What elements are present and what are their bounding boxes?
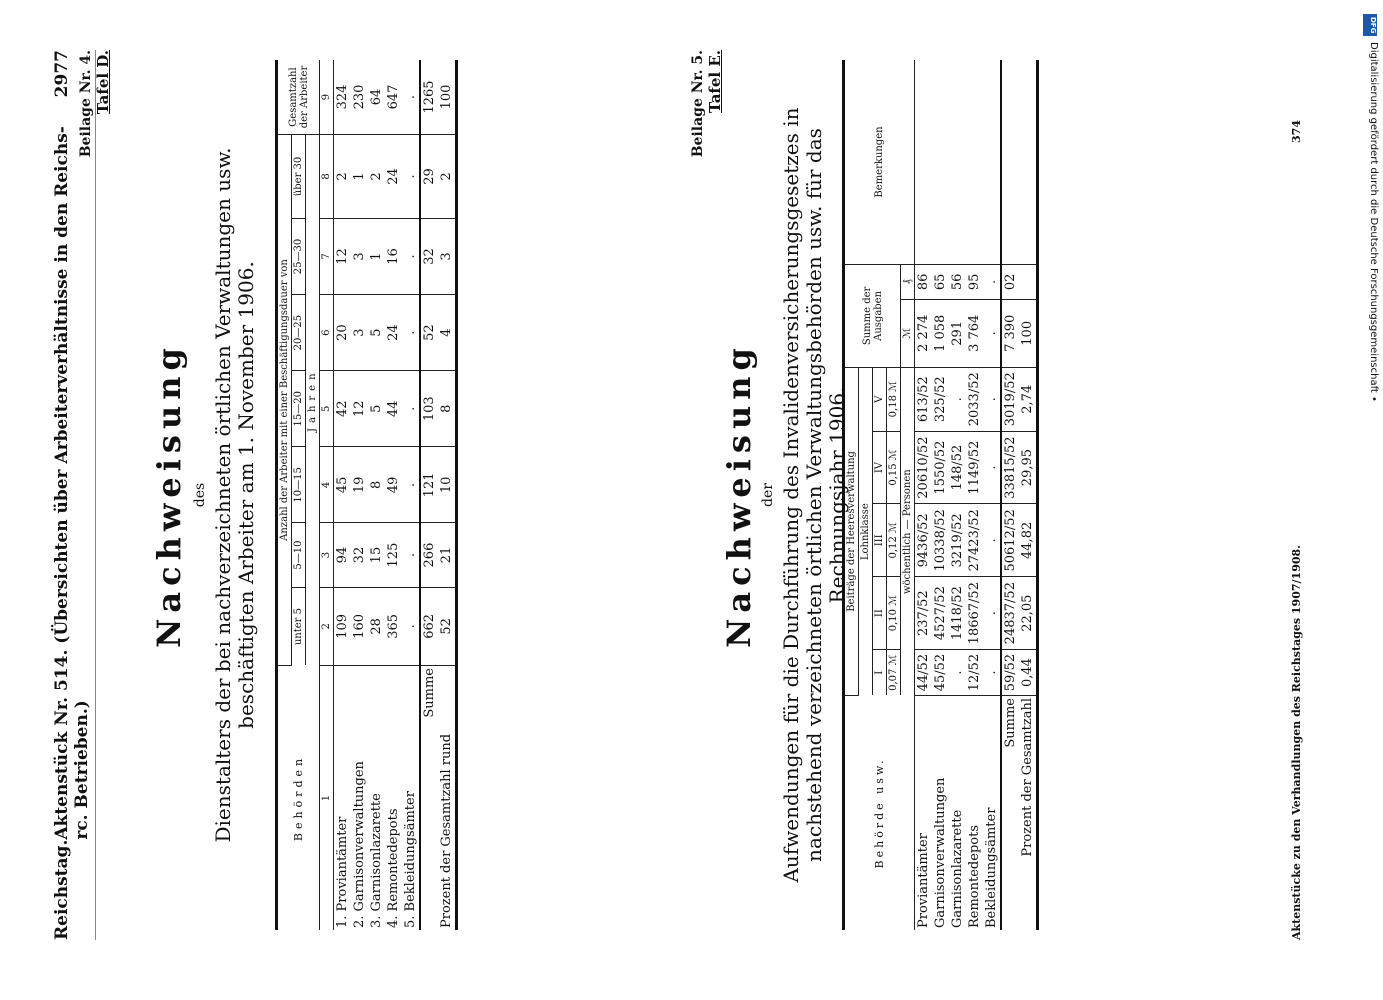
table1-row — [351, 60, 368, 930]
table1-cell: 3 — [351, 218, 368, 294]
table1-cell: 49 — [385, 447, 402, 523]
table2-cell: 325/52 — [932, 367, 949, 431]
table2-beilage: Beilage Nr. 5. — [690, 50, 706, 158]
table2-row-label: Bekleidungsämter — [984, 807, 999, 928]
table1-subcol: 25—30 — [292, 218, 306, 294]
table2-summe-cell: 24837/52 — [1001, 577, 1019, 650]
table2-cell: 18667/52 — [966, 577, 983, 650]
table2-satz: 0,15 ℳ — [887, 431, 901, 504]
table2-summe-cell: 02 — [1001, 265, 1019, 300]
table2-bemerkung — [932, 60, 949, 265]
table1-cell: . — [402, 295, 420, 371]
table2-cell: . — [949, 650, 966, 696]
table1-subcol: 5—10 — [292, 523, 306, 587]
table2-mark: ℳ — [901, 299, 915, 367]
table1-prozent-cell: 4 — [438, 295, 457, 371]
table1-cell: 32 — [351, 523, 368, 587]
table2-cell: . — [983, 431, 1001, 504]
table1-cell: 109 — [334, 587, 352, 665]
table2-cell: 1550/52 — [932, 431, 949, 504]
table2-cell: 3219/52 — [949, 504, 966, 577]
table1-cell: 15 — [368, 523, 385, 587]
table1-colnum: 6 — [320, 295, 334, 371]
table2-cell: 3 764 — [966, 299, 983, 367]
table1-prozent-cell: 3 — [438, 218, 457, 294]
table2-col-behoerde: Behörde usw. — [844, 696, 915, 931]
table1-summe-label: Summe — [420, 666, 438, 931]
table1-cell: 45 — [334, 447, 352, 523]
table1-summe-cell: 266 — [420, 523, 438, 587]
table2-cell: 237/52 — [915, 577, 933, 650]
table2-row-label: Garnisonverwaltungen — [933, 777, 948, 928]
table1-cell: 12 — [351, 371, 368, 447]
table1-row — [334, 60, 352, 930]
table1-summe-cell: 662 — [420, 587, 438, 665]
table2-summe-cell: 59/52 — [1001, 650, 1019, 696]
table2-bemerkungen: Bemerkungen — [844, 60, 915, 265]
table2-woechentlich-personen: wöchentlich — Personen — [901, 367, 915, 695]
table1-cell: 3 — [351, 295, 368, 371]
table2-cell: 148/52 — [949, 431, 966, 504]
table1-cell: 5 — [368, 295, 385, 371]
table1-colnum: 4 — [320, 447, 334, 523]
table2-prozent-label: Prozent der Gesamtzahl — [1020, 698, 1035, 857]
table2-cell: 1149/52 — [966, 431, 983, 504]
table1-cell: 125 — [385, 523, 402, 587]
table2-satz: 0,07 ℳ — [887, 650, 901, 696]
table2-klasse: I — [873, 650, 887, 696]
table1-colnum: 5 — [320, 371, 334, 447]
table2-cell: . — [983, 577, 1001, 650]
dfg-note: Digitalisierung gefördert durch die Deutsche Forschungsgemeinschaft • — [1368, 42, 1379, 402]
table2-cell: 27423/52 — [966, 504, 983, 577]
table2-cell: 1 058 — [932, 299, 949, 367]
table1-beilage-block — [78, 50, 112, 180]
table1-cell: . — [402, 135, 420, 219]
table1-subcol: 10—15 — [292, 447, 306, 523]
table1-cell: 230 — [351, 60, 368, 135]
table2-cell: . — [983, 504, 1001, 577]
header-page-number: 2977 — [52, 50, 72, 98]
table2-cell: 9436/52 — [915, 504, 933, 577]
table1-cell: . — [402, 523, 420, 587]
table1-cell: . — [402, 60, 420, 135]
table1-cell: 1 — [351, 135, 368, 219]
table1-summe-cell: 32 — [420, 218, 438, 294]
table1-total-header: Gesamtzahl der Arbeiter — [277, 60, 320, 135]
table1-title: Dienstalters der bei nachverzeichneten örtlichen Verwaltungen usw. beschäftigten Arbeiter am 1. November 1906. — [211, 147, 258, 843]
table2-beitraege: Beiträge der Heeresverwaltung — [844, 367, 859, 695]
table2-cell: 10338/52 — [932, 504, 949, 577]
table2-cell: 12/52 — [966, 650, 983, 696]
table1-row-label: 5. Bekleidungsämter — [403, 791, 418, 928]
table1-cell: 8 — [368, 447, 385, 523]
table1-cell: 365 — [385, 587, 402, 665]
table1-cell: 28 — [368, 587, 385, 665]
table1-cell: 2 — [334, 135, 352, 219]
table1-colnum: 2 — [320, 587, 334, 665]
table2-der: der — [760, 483, 776, 507]
header-center: Aktenstück Nr. 514. (Übersichten über Arbeiterverhältnisse in den Reichs- rc. Betrieben.) — [52, 126, 92, 840]
table1-cell: 2 — [368, 135, 385, 219]
table1-cell: 160 — [351, 587, 368, 665]
table1-row — [385, 60, 402, 930]
page-header — [52, 50, 96, 940]
table2-beilage-block — [690, 50, 724, 180]
table2-cell: 613/52 — [915, 367, 933, 431]
table1-cell: 42 — [334, 371, 352, 447]
table1-cell: 1 — [368, 218, 385, 294]
table2-row — [915, 60, 933, 930]
table1-row-label: 2. Garnisonverwaltungen — [352, 761, 367, 928]
table1-row — [368, 60, 385, 930]
table2-klasse: III — [873, 504, 887, 577]
table1-jahren: Jahren — [306, 135, 320, 666]
table2-cell: 44/52 — [915, 650, 933, 696]
table2-prozent-cell: 2,74 — [1019, 367, 1038, 431]
table2-prozent-cell: 29,95 — [1019, 431, 1038, 504]
table2-summe-bemerkung — [1001, 60, 1019, 265]
table2-row-label: Remontedepots — [967, 825, 982, 928]
table2-row-label: Garnisonlazarette — [950, 809, 965, 928]
table2-row — [983, 60, 1001, 930]
table1-summe-cell: 1265 — [420, 60, 438, 135]
table1-prozent-cell: 21 — [438, 523, 457, 587]
table2-bemerkung — [983, 60, 1001, 265]
header-left: Reichstag. — [52, 839, 72, 940]
table2-cell: 20610/52 — [915, 431, 933, 504]
table2-prozent-cell: 0,44 — [1019, 650, 1038, 696]
table1-cell: . — [402, 218, 420, 294]
table1-row — [402, 60, 420, 930]
table1-prozent-cell: 52 — [438, 587, 457, 665]
table1-cell: . — [402, 587, 420, 665]
table2-cell: 2033/52 — [966, 367, 983, 431]
table2-cell: 2 274 — [915, 299, 933, 367]
table2-bemerkung — [949, 60, 966, 265]
table2-row — [966, 60, 983, 930]
table1-prozent-cell: 10 — [438, 447, 457, 523]
table1-subcol: 15—20 — [292, 371, 306, 447]
table2-prozent-bemerkung — [1019, 60, 1038, 265]
table2-satz: 0,12 ℳ — [887, 504, 901, 577]
table2-woechentlich: wöchentlich — [902, 532, 913, 595]
table1-summe-cell: 103 — [420, 371, 438, 447]
table2-cell: . — [983, 650, 1001, 696]
table2-title: Aufwendungen für die Durchführung des Invalidenversicherungsgesetzes in nachstehend verzeichneten örtlichen Verwaltungsbehörden usw. für das Rechnungsjahr 1906. — [779, 107, 849, 883]
table2-row — [949, 60, 966, 930]
table1-colnum: 3 — [320, 523, 334, 587]
table1-prozent-cell: 100 — [438, 60, 457, 135]
table1-cell: 647 — [385, 60, 402, 135]
table1-prozent-cell: 2 — [438, 135, 457, 219]
table2-summe-ausgaben: Summe der Ausgaben — [844, 265, 901, 368]
table2-prozent-cell — [1019, 265, 1038, 300]
table2-bemerkung — [915, 60, 933, 265]
table2-klasse: IV — [873, 431, 887, 504]
footer-left: Aktenstücke zu den Verhandlungen des Reichstages 1907/1908. — [1290, 545, 1303, 940]
table1 — [275, 60, 458, 930]
table2-row-label: Proviantämter — [916, 833, 931, 928]
table1-col-behoerden: Behörden — [277, 666, 320, 931]
table2-cell: . — [983, 299, 1001, 367]
table1-cell: 12 — [334, 218, 352, 294]
table1-subcol: unter 5 — [292, 587, 306, 665]
table1-summe-cell: 121 — [420, 447, 438, 523]
table1-summe-cell: 52 — [420, 295, 438, 371]
table1-cell: 44 — [385, 371, 402, 447]
table1-cell: 19 — [351, 447, 368, 523]
table2-prozent-cell: 100 — [1019, 299, 1038, 367]
table1-heading: Nachweisung — [150, 342, 188, 648]
table2-satz: 0,18 ℳ — [887, 367, 901, 431]
table1-cell: . — [402, 371, 420, 447]
table1-row-label: 4. Remontedepots — [386, 808, 401, 928]
table1-colnum: 8 — [320, 135, 334, 219]
footer-page-number: 374 — [1290, 120, 1303, 143]
table2-cell: 1418/52 — [949, 577, 966, 650]
table2-summe-cell: 7 390 — [1001, 299, 1019, 367]
table2-cell: 65 — [932, 265, 949, 300]
table1-beilage: Beilage Nr. 4. — [78, 50, 94, 158]
table1-prozent-cell: 8 — [438, 371, 457, 447]
table1-cell: 16 — [385, 218, 402, 294]
table2-summe-label: Summe — [1001, 696, 1019, 931]
table2-cell: 45/52 — [932, 650, 949, 696]
table1-summe-cell: 29 — [420, 135, 438, 219]
table1-cell: 324 — [334, 60, 352, 135]
table2-klasse: II — [873, 577, 887, 650]
table1-tafel: Tafel D. — [94, 50, 112, 115]
table2-cell: . — [949, 367, 966, 431]
table1-cell: 20 — [334, 295, 352, 371]
table1-cell: . — [402, 447, 420, 523]
dfg-logo: DFG — [1363, 14, 1377, 36]
table2-cell: 291 — [949, 299, 966, 367]
table2-lohnklasse: Lohnklasse — [859, 367, 873, 695]
table2-cell: 95 — [966, 265, 983, 300]
table2-klasse: V — [873, 367, 887, 431]
table2-summe-cell: 3019/52 — [1001, 367, 1019, 431]
table2-cell: 86 — [915, 265, 933, 300]
table1-row-label: 3. Garnisonlazarette — [369, 793, 384, 928]
table1-group-header: Anzahl der Arbeiter mit einer Beschäftigungsdauer von — [277, 135, 292, 666]
table2-heading: Nachweisung — [720, 342, 758, 648]
table2-cell: . — [983, 367, 1001, 431]
table2-prozent-cell: 22,05 — [1019, 577, 1038, 650]
table1-cell: 24 — [385, 135, 402, 219]
table1-des: des — [192, 482, 208, 508]
table2-cell: 4527/52 — [932, 577, 949, 650]
table2-tafel: Tafel E. — [706, 50, 724, 114]
table1-cell: 64 — [368, 60, 385, 135]
table2-summe-cell: 50612/52 — [1001, 504, 1019, 577]
table2-summe-cell: 33815/52 — [1001, 431, 1019, 504]
table1-cell: 24 — [385, 295, 402, 371]
table1-cell: 94 — [334, 523, 352, 587]
table2-cell: . — [983, 265, 1001, 300]
table2-bemerkung — [966, 60, 983, 265]
table2 — [842, 60, 1039, 930]
table2-row — [932, 60, 949, 930]
table1-prozent-label: Prozent der Gesamtzahl rund — [439, 733, 454, 928]
dfg-strip — [1359, 8, 1379, 988]
table1-colnum: 9 — [320, 60, 334, 135]
table2-prozent-cell: 44,82 — [1019, 504, 1038, 577]
table1-cell: 5 — [368, 371, 385, 447]
table1-subcol: über 30 — [292, 135, 306, 219]
table2-pf: ₰ — [901, 265, 915, 300]
table2-satz: 0,10 ℳ — [887, 577, 901, 650]
table2-cell: 56 — [949, 265, 966, 300]
table1-colnum: 1 — [320, 666, 334, 931]
table1-row-label: 1. Proviantämter — [335, 816, 350, 928]
table2-personen: Personen — [902, 469, 913, 517]
table1-colnum: 7 — [320, 218, 334, 294]
table1-subcol: 20—25 — [292, 295, 306, 371]
